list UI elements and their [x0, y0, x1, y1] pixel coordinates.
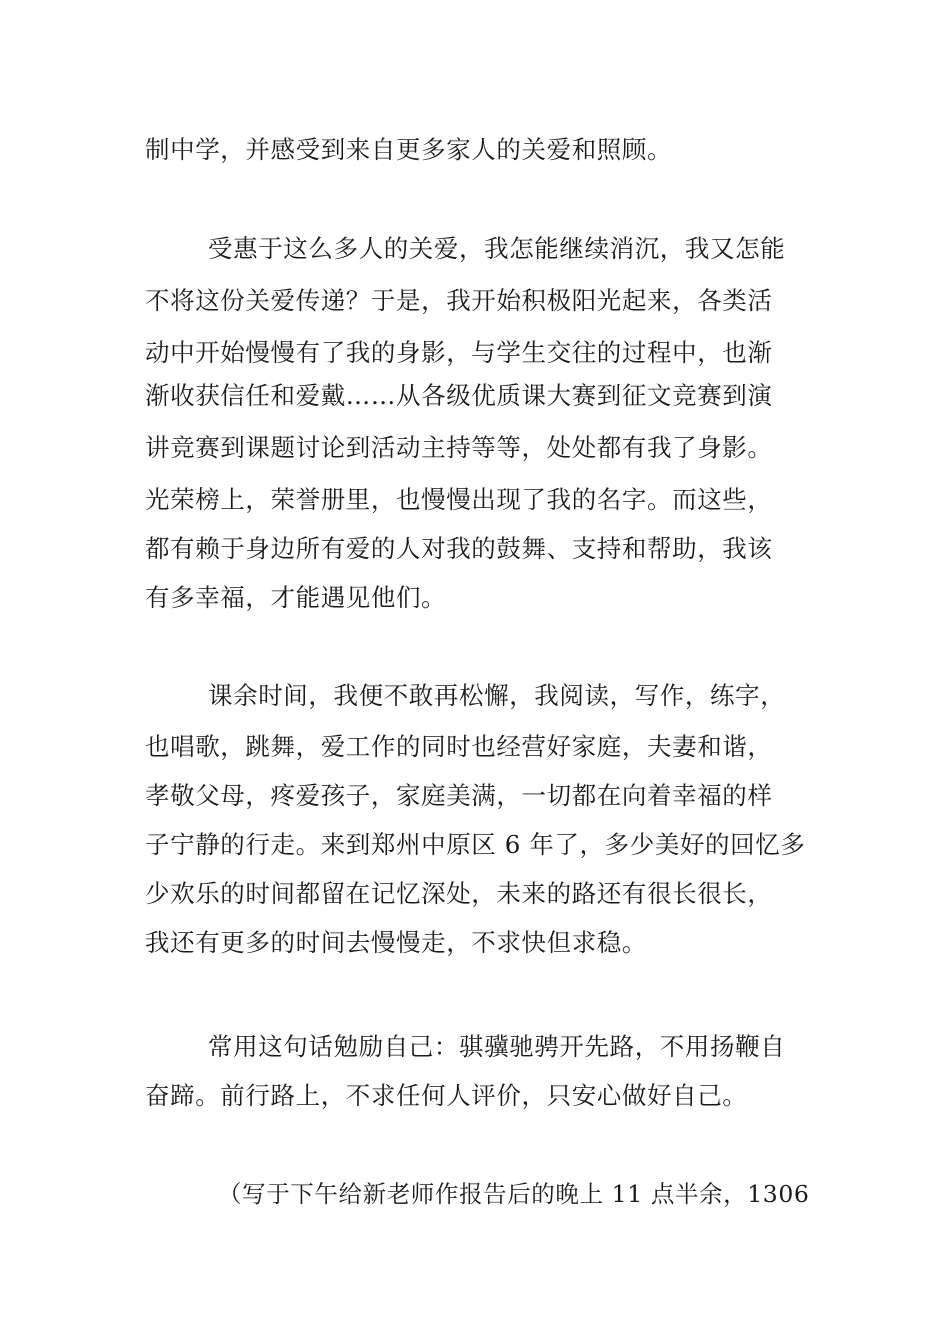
paragraph-3-line-2: 也唱歌，跳舞，爱工作的同时也经营好家庭，夫妻和谐，	[145, 732, 773, 761]
paragraph-3-line-6: 我还有更多的时间去慢慢走，不求快但求稳。	[145, 928, 647, 957]
paragraph-2-line-7: 都有赖于身边所有爱的人对我的鼓舞、支持和帮助，我该	[145, 534, 773, 563]
paragraph-2-line-8: 有多幸福，才能遇见他们。	[145, 583, 447, 612]
paragraph-3-line-1: 课余时间，我便不敢再松懈，我阅读，写作，练字，	[208, 681, 786, 710]
paragraph-3-line-5: 少欢乐的时间都留在记忆深处，未来的路还有很长很长，	[145, 879, 773, 908]
paragraph-2-line-6: 光荣榜上，荣誉册里，也慢慢出现了我的名字。而这些，	[145, 485, 773, 514]
paragraph-4-line-2: 奋蹄。前行路上，不求任何人评价，只安心做好自己。	[145, 1081, 748, 1110]
paragraph-4-line-1: 常用这句话勉励自己：骐骥驰骋开先路，不用扬鞭自	[208, 1032, 786, 1061]
paragraph-2-line-1: 受惠于这么多人的关爱，我怎能继续消沉，我又怎能	[208, 234, 786, 263]
closing-note-line-1: （写于下午给新老师作报告后的晚上 11 点半余，1306	[218, 1180, 810, 1208]
paragraph-3-line-3: 孝敬父母，疼爱孩子，家庭美满，一切都在向着幸福的样	[145, 781, 773, 810]
paragraph-3-line-4: 子宁静的行走。来到郑州中原区 6 年了，多少美好的回忆多	[145, 830, 806, 859]
paragraph-2-line-4: 渐收获信任和爱戴……从各级优质课大赛到征文竞赛到演	[145, 381, 773, 410]
paragraph-1-line-1: 制中学，并感受到来自更多家人的关爱和照顾。	[145, 135, 673, 164]
paragraph-2-line-3: 动中开始慢慢有了我的身影，与学生交往的过程中，也渐	[145, 338, 773, 367]
paragraph-2-line-5: 讲竞赛到课题讨论到活动主持等等，处处都有我了身影。	[145, 433, 773, 462]
paragraph-2-line-2: 不将这份关爱传递？于是，我开始积极阳光起来，各类活	[145, 286, 773, 315]
